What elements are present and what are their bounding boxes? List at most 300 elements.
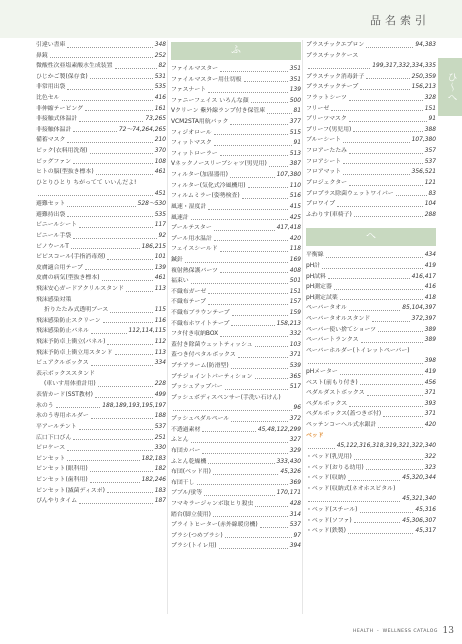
index-entry (171, 308, 301, 319)
page-ref: 456 (424, 379, 436, 386)
entry-term: 不織布テープ (171, 299, 207, 306)
index-entry (36, 496, 166, 507)
page-ref: 45,306,307 (402, 517, 436, 524)
index-entry (171, 478, 301, 489)
page-ref: 104 (424, 201, 436, 208)
leader-dots (349, 121, 427, 122)
index-entry (306, 494, 436, 505)
entry-term: フィットローラー (171, 150, 218, 157)
leader-dots (231, 325, 274, 326)
index-entry (36, 146, 166, 157)
index-entry (36, 178, 166, 189)
index-entry (36, 486, 166, 497)
leader-dots (225, 537, 292, 538)
index-column-1 (36, 40, 166, 507)
entry-term: 氷のう (36, 402, 54, 409)
entry-term: ピンセット (36, 455, 66, 462)
index-entry (306, 484, 436, 495)
entry-term: pH試料 (306, 273, 326, 280)
entry-term: プラスチックエプロン (306, 41, 365, 48)
leader-dots (67, 47, 152, 48)
leader-dots (251, 102, 288, 103)
entry-term: 飛沫感染防止スクリーン (36, 317, 101, 324)
index-entry (171, 202, 301, 213)
entry-term: プロジェクター (306, 179, 347, 186)
leader-dots (103, 322, 153, 323)
index-entry (36, 189, 166, 200)
index-entry (171, 404, 301, 415)
page-ref: 85,104,397 (402, 305, 436, 312)
leader-dots (220, 336, 288, 337)
entry-term: フタ付き収納BOX (171, 331, 219, 338)
entry-term: 不織布ホワイトテープ (171, 320, 230, 327)
page-ref: 92 (158, 232, 166, 239)
page-ref: 45,326 (280, 469, 301, 476)
leader-dots (378, 331, 423, 332)
page-ref: 371 (424, 390, 436, 397)
index-entry (36, 104, 166, 115)
page-ref: 377 (289, 119, 301, 126)
entry-term: ビニール手袋 (36, 232, 72, 239)
index-entry (306, 61, 436, 72)
index-tab[interactable]: ひ〜へ (438, 58, 462, 116)
index-entry (306, 463, 436, 474)
entry-term: 風速・湿度計 (171, 203, 207, 210)
leader-dots (269, 166, 288, 167)
entry-term: ふとん乾燥機 (171, 458, 207, 465)
entry-term: Vネックノースリーブシャツ(男児用) (171, 161, 267, 168)
page-ref: 351 (289, 65, 301, 72)
entry-term: 蓋付き除菌ウェットティッシュ (171, 341, 253, 348)
column-divider (302, 40, 303, 614)
page-ref: 252 (154, 52, 166, 59)
leader-dots (214, 230, 275, 231)
index-entry (171, 319, 301, 330)
leader-dots (213, 474, 278, 475)
index-entry (306, 178, 436, 189)
entry-term: ふとん (171, 437, 189, 444)
page-ref: 357 (424, 148, 436, 155)
index-entry (171, 425, 301, 436)
page-ref: 369 (289, 479, 301, 486)
index-entry (36, 401, 166, 412)
index-entry (306, 314, 436, 325)
entry-term: フィルター(加湿器用) (171, 172, 228, 179)
page-ref: 182,183 (141, 455, 166, 462)
leader-dots (67, 142, 152, 143)
leader-dots (95, 397, 153, 398)
leader-dots (213, 516, 288, 517)
page-ref: 415 (289, 203, 301, 210)
index-entry (171, 541, 301, 552)
index-entry (306, 199, 436, 210)
leader-dots (91, 333, 127, 334)
index-entry (36, 316, 166, 327)
index-entry (171, 191, 301, 202)
page-ref: 97 (293, 532, 301, 539)
leader-dots (231, 368, 288, 369)
entry-term: ファイルマスター (171, 65, 219, 72)
leader-dots (208, 209, 287, 210)
index-entry (36, 220, 166, 231)
index-entry (306, 388, 436, 399)
page-ref: 419 (424, 262, 436, 269)
index-entry (171, 159, 301, 170)
column-divider (167, 40, 168, 614)
leader-dots (85, 269, 153, 270)
leader-dots (348, 533, 413, 534)
entry-term: プラスチックケース (306, 52, 359, 59)
entry-term: 布団(ベッド用) (171, 469, 211, 476)
entry-term: pH測定試薬 (306, 294, 338, 301)
leader-dots (225, 389, 288, 390)
entry-term: プッシュアップバー (171, 384, 223, 391)
leader-dots (308, 68, 370, 69)
index-entry (306, 473, 436, 484)
page-ref: 45,320,344 (402, 475, 436, 482)
leader-dots (349, 406, 423, 407)
entry-term: プロワイプ (306, 201, 336, 208)
page-ref: 416,417 (411, 273, 436, 280)
leader-dots (73, 131, 117, 132)
page-ref: 416 (154, 95, 166, 102)
index-entry (306, 303, 436, 314)
index-entry (36, 263, 166, 274)
page-ref: 328 (424, 95, 436, 102)
page-ref: 387 (289, 161, 301, 168)
leader-dots (38, 195, 153, 196)
entry-term: プッシュペダルペール (171, 416, 230, 423)
page-ref: 314 (289, 511, 301, 518)
index-entry (306, 367, 436, 378)
leader-dots (220, 71, 288, 72)
entry-term: 表情カード(SST教材) (36, 392, 93, 399)
entry-term: 鼻鏡 (36, 52, 48, 59)
page-ref: 419 (424, 369, 436, 376)
leader-dots (396, 195, 427, 196)
page-ref: 159 (289, 310, 301, 316)
entry-term: ・ベッド(スチール) (306, 506, 358, 513)
entry-term: プラシ(トイレ用) (171, 543, 217, 550)
index-entry (171, 244, 301, 255)
page-ref: 182,246 (141, 476, 166, 483)
entry-term: ピンセット(滅菌ディスポ) (36, 487, 105, 494)
index-entry (306, 356, 436, 367)
page-ref: 45,317 (415, 528, 436, 535)
entry-term: ブルーシート (306, 137, 341, 144)
index-entry (36, 40, 166, 51)
entry-term: ファスナート (171, 87, 207, 94)
entry-term: 広口下口びん (36, 434, 72, 441)
leader-dots (354, 459, 423, 460)
page-ref: 451 (154, 190, 166, 197)
entry-term: ピンセット(眼科用) (36, 466, 88, 473)
entry-term: ピピスコール(手指消毒剤) (36, 254, 106, 261)
leader-dots (360, 512, 414, 513)
leader-dots (90, 482, 140, 483)
index-entry (171, 85, 301, 96)
leader-dots (102, 280, 153, 281)
entry-term: プラスチック消毒針子 (306, 73, 365, 80)
page-ref: 96 (293, 405, 301, 412)
page-ref: 517 (289, 384, 301, 391)
index-entry (36, 433, 166, 444)
leader-dots (383, 416, 423, 417)
leader-dots (91, 418, 153, 419)
index-entry (36, 348, 166, 359)
leader-dots (79, 227, 153, 228)
entry-term: ・ベッド(おりる幼用) (306, 464, 364, 471)
page-ref: 81 (293, 108, 301, 115)
entry-term: 避難セット (36, 201, 66, 208)
leader-dots (73, 439, 152, 440)
leader-dots (96, 174, 153, 175)
page-ref: 408 (289, 267, 301, 274)
index-entry (306, 210, 436, 221)
index-entry (36, 210, 166, 221)
index-entry (306, 135, 436, 146)
leader-dots (348, 480, 400, 481)
index-entry (171, 361, 301, 372)
leader-dots (331, 110, 423, 111)
leader-dots (255, 378, 288, 379)
page-ref: 389 (424, 326, 436, 333)
index-entry (306, 526, 436, 537)
index-entry (306, 399, 436, 410)
page-ref: 416 (424, 284, 436, 291)
page-ref: 107,380 (276, 172, 301, 179)
index-entry (306, 157, 436, 168)
entry-term: 複射熱保護パーツ (171, 267, 218, 274)
leader-dots (354, 216, 423, 217)
index-entry (36, 273, 166, 284)
leader-dots (232, 315, 288, 316)
entry-term: 蓋つき付ベタルボックス (171, 352, 236, 359)
entry-term: ・ベッド(鉄製) (306, 528, 346, 535)
entry-term: 非伸縮テーピング (36, 105, 84, 112)
entry-term: ひじかご製(保存食) (36, 73, 88, 80)
entry-term: フマキラージャンボ取ヒり殺虫 (171, 500, 254, 507)
page-ref: 188,189,193,195,197 (102, 402, 166, 409)
index-entry (36, 475, 166, 486)
entry-term: ペーパータオルスタンド (306, 316, 371, 322)
entry-term: 福束い (171, 278, 189, 285)
entry-term: 踏台(脚立使用) (171, 511, 211, 518)
entry-term: ビニールシート (36, 222, 77, 229)
leader-dots (115, 354, 153, 355)
entry-term: VCM2STA用航パック (171, 119, 229, 126)
page-ref: 323 (424, 464, 436, 471)
index-entry (171, 393, 301, 404)
index-entry (306, 51, 436, 62)
entry-term: 平衡線 (306, 252, 324, 259)
index-entry (171, 488, 301, 499)
entry-term: ペッテンコーヘル式水銀計 (306, 422, 377, 429)
entry-term: プロプラス除菌ウェットワイパー (306, 190, 394, 197)
entry-term: ピンセット(歯科用) (36, 476, 88, 483)
leader-dots (56, 407, 101, 408)
leader-dots (349, 310, 400, 311)
leader-dots (220, 155, 288, 156)
page-ref: 72〜74,264,265 (118, 126, 166, 133)
page-ref: 513 (289, 150, 301, 157)
index-entry (306, 325, 436, 336)
index-entry (36, 464, 166, 475)
entry-term: ・ベッド(収納) (306, 475, 346, 482)
index-entry (306, 146, 436, 157)
index-entry (306, 420, 436, 431)
page-ref: 139 (154, 264, 166, 271)
leader-dots (107, 259, 152, 260)
leader-dots (308, 448, 335, 449)
leader-dots (185, 262, 288, 263)
leader-dots (191, 283, 288, 284)
leader-dots (372, 321, 409, 322)
index-entry (171, 106, 301, 117)
leader-dots (110, 312, 152, 313)
leader-dots (343, 174, 410, 175)
entry-term: ビュアクルボックス (36, 360, 89, 367)
leader-dots (90, 471, 153, 472)
index-entry (171, 382, 301, 393)
leader-dots (230, 177, 275, 178)
leader-dots (73, 163, 153, 164)
entry-term: 鍼針 (171, 256, 183, 263)
index-entry (36, 199, 166, 210)
index-entry (36, 337, 166, 348)
page-ref: 170,171 (276, 490, 301, 497)
leader-dots (366, 469, 423, 470)
page-ref: 113 (154, 349, 166, 356)
index-entry (171, 276, 301, 287)
entry-term: 飛沫予防卓上衝立用スタンド (36, 349, 113, 356)
index-entry (36, 390, 166, 401)
index-entry (171, 372, 301, 383)
page-ref: 417,418 (276, 225, 301, 232)
index-entry (306, 335, 436, 346)
entry-term: pH測定器 (306, 284, 332, 291)
page-ref: 333,430 (276, 458, 301, 465)
index-entry (171, 64, 301, 75)
leader-dots (219, 548, 288, 549)
index-entry (36, 443, 166, 454)
index-entry (171, 170, 301, 181)
entry-term: プールテスター (171, 225, 212, 232)
page-ref: 539 (289, 363, 301, 370)
leader-dots (197, 484, 288, 485)
index-entry (36, 93, 166, 104)
page-ref: 186,215 (141, 243, 166, 250)
page-ref: 537 (289, 522, 301, 529)
leader-dots (340, 299, 423, 300)
index-entry (36, 252, 166, 263)
leader-dots (260, 527, 288, 528)
entry-term: プラシ(つめブラシ) (171, 532, 223, 539)
entry-term: フリーゼ (306, 105, 330, 112)
page-ref: 116 (154, 317, 166, 324)
entry-term: 非接触式体温計 (36, 116, 78, 123)
page-ref: 330 (154, 445, 166, 452)
entry-term: ペダルボックス(蓋つきボ付) (306, 411, 382, 418)
page-ref: 115 (154, 307, 166, 314)
index-entry (171, 234, 301, 245)
index-entry (171, 117, 301, 128)
page-ref: 388 (424, 126, 436, 133)
leader-dots (91, 365, 153, 366)
index-entry (306, 82, 436, 93)
leader-dots (191, 442, 288, 443)
index-entry (36, 284, 166, 295)
page-ref: 425 (289, 214, 301, 221)
entry-term: フィルター(気化式冷風機用) (171, 182, 246, 189)
entry-term: プール用水温計 (171, 235, 212, 242)
page-ref: 334 (154, 360, 166, 367)
index-entry (36, 242, 166, 253)
entry-term: (車いす用体重計用) (44, 381, 96, 388)
leader-dots (107, 492, 153, 493)
page-ref: 515 (289, 129, 301, 136)
leader-dots (220, 251, 288, 252)
entry-term: 不織布ブラウンテープ (171, 310, 230, 316)
entry-term: 布団カバー (171, 447, 201, 454)
index-entry (36, 51, 166, 62)
entry-term: ペダルボックス (306, 400, 348, 407)
index-entry (36, 82, 166, 93)
leader-dots (322, 268, 423, 269)
page-ref: 329 (289, 447, 301, 454)
page-ref: 501 (289, 278, 301, 285)
page-ref: 500 (289, 97, 301, 104)
page-ref: 393 (424, 400, 436, 407)
entry-term: 布団干し (171, 479, 195, 486)
index-entry (306, 452, 436, 463)
leader-dots (191, 219, 288, 220)
index-entry (171, 457, 301, 468)
page-ref: 461 (154, 169, 166, 176)
leader-dots (214, 145, 292, 146)
leader-dots (67, 460, 139, 461)
page-ref: 499 (154, 392, 166, 399)
index-entry (306, 516, 436, 527)
page-ref: 45,316 (415, 506, 436, 513)
leader-dots (208, 92, 288, 93)
entry-term: 不透過素材 (171, 426, 201, 433)
leader-dots (360, 384, 423, 385)
index-entry (306, 125, 436, 136)
leader-dots (208, 463, 274, 464)
index-entry (171, 350, 301, 361)
entry-term: 引違い書庫 (36, 41, 66, 48)
page-ref: 91 (428, 116, 436, 123)
page-ref: 372,397 (411, 316, 436, 322)
entry-term: ・ベッド(収納式(ネオホスピタル) (306, 485, 396, 492)
leader-dots (248, 187, 288, 188)
page-ref: 199,317,332,334,335 (372, 63, 436, 70)
index-entry (171, 297, 301, 308)
page-ref: 371 (289, 352, 301, 359)
leader-dots (343, 163, 423, 164)
page-ref: 117 (154, 222, 166, 229)
leader-dots (220, 272, 288, 273)
entry-term: ベスト(前もり付き) (306, 379, 358, 386)
entry-term: ペーパー使い捨てショーツ (306, 326, 377, 333)
leader-dots (50, 57, 153, 58)
page-ref: 113 (154, 286, 166, 292)
leader-dots (349, 100, 423, 101)
leader-dots (214, 134, 288, 135)
entry-term: 備蓄マスク (36, 137, 66, 144)
entry-term: ぴんやりタイム (36, 498, 78, 505)
